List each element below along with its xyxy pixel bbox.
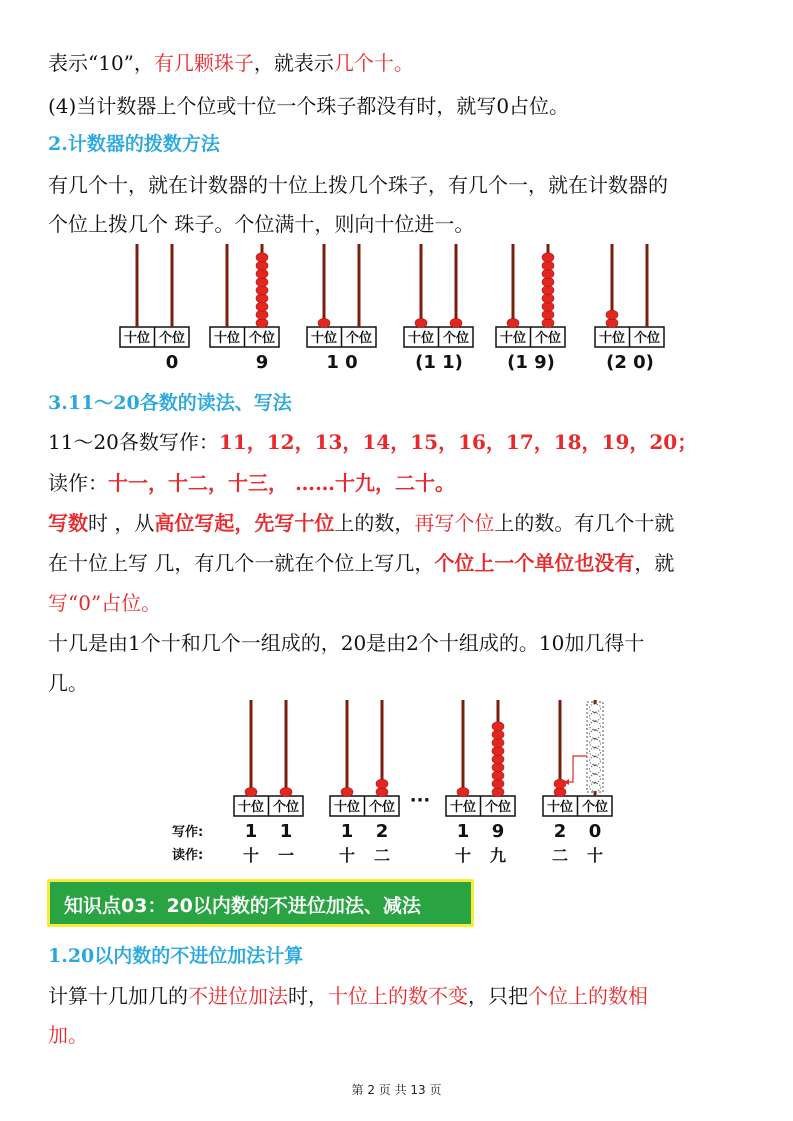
ghost-bead — [590, 766, 601, 774]
text: 表示“10”， — [48, 51, 154, 75]
abacus-bead — [606, 310, 618, 319]
ghost-bead — [590, 730, 601, 738]
carry-arrow — [565, 756, 587, 782]
ones-label: 个位 — [633, 331, 661, 346]
line-3: 有几个十，就在计数器的十位上拨几个珠子，有几个一，就在计数器的 — [48, 173, 668, 197]
highlight: 高位写起，先写十位 — [154, 511, 335, 535]
abacus-bead — [492, 746, 504, 755]
abacus-bead — [554, 787, 566, 796]
abacus-row-2 — [170, 696, 640, 866]
ellipsis: ··· — [409, 790, 431, 811]
abacus-bead — [507, 318, 519, 327]
abacus — [210, 244, 279, 347]
abacus-bead — [245, 787, 257, 796]
ones-label: 个位 — [442, 331, 470, 346]
abacus-bead — [450, 318, 462, 327]
highlight: 个位上一个单位也没有 — [434, 551, 635, 575]
abacus-bead — [492, 730, 504, 739]
abacus-bead — [542, 302, 554, 311]
abacus-bead — [606, 318, 618, 327]
abacus — [446, 700, 515, 816]
text: 时 ，从 — [88, 511, 155, 535]
abacus — [496, 244, 565, 347]
read-label: 读作: — [172, 848, 204, 863]
highlight: 再写个位 — [414, 511, 495, 535]
abacus-bead — [492, 755, 504, 764]
tens-label: 十位 — [499, 331, 527, 346]
ghost-bead — [590, 757, 601, 765]
ones-label: 个位 — [581, 800, 609, 815]
abacus — [543, 700, 612, 816]
write-digit: 1 — [340, 821, 354, 842]
heading-3: 3.11～20各数的读法、写法 — [48, 392, 292, 414]
text: 读作： — [48, 471, 108, 495]
tens-label: 十位 — [449, 800, 477, 815]
read-char: 十 — [338, 846, 356, 865]
read-char: 十 — [242, 846, 260, 865]
ghost-bead — [590, 739, 601, 747]
tens-label: 十位 — [407, 331, 435, 346]
highlight: 几个十。 — [333, 51, 414, 75]
abacus-bead — [542, 277, 554, 286]
abacus-number: (2 0) — [606, 352, 654, 373]
abacus-bead — [554, 779, 566, 788]
abacus-bead — [542, 261, 554, 270]
highlight: 个位上的数相 — [528, 984, 648, 1008]
text: ，就 — [634, 551, 675, 575]
abacus — [234, 700, 303, 816]
abacus-bead — [256, 253, 268, 262]
ones-label: 个位 — [345, 331, 373, 346]
abacus-bead — [256, 294, 268, 303]
abacus-bead — [256, 302, 268, 311]
banner-title: 知识点03：20以内数的不进位加法、减法 — [64, 895, 421, 917]
ghost-bead — [590, 783, 601, 791]
abacus-bead — [256, 286, 268, 295]
abacus-bead — [542, 310, 554, 319]
text: ，只把 — [468, 984, 528, 1008]
line-4: 个位上拨几个 珠子。个位满十，则向十位进一。 — [48, 212, 475, 236]
line-5 — [48, 427, 697, 457]
read-char: 九 — [489, 846, 507, 865]
tens-label: 十位 — [333, 800, 361, 815]
abacus-bead — [376, 787, 388, 796]
read-char: 一 — [277, 846, 295, 865]
heading-2: 2.计数器的拨数方法 — [48, 133, 220, 155]
tens-label: 十位 — [123, 331, 151, 346]
write-digit: 1 — [456, 821, 470, 842]
ghost-bead — [590, 774, 601, 782]
page-footer: 第 2 页 共 13 页 — [351, 1083, 442, 1097]
abacus-row-1 — [113, 244, 673, 374]
text: 在十位上写 几，有几个一就在个位上写几， — [48, 551, 435, 575]
abacus-bead — [542, 253, 554, 262]
abacus-bead — [256, 261, 268, 270]
text: 11～20各数写作： — [48, 430, 219, 454]
line-9: 写“0”占位。 — [48, 591, 162, 615]
abacus-number: (1 9) — [507, 352, 555, 373]
ones-label: 个位 — [158, 331, 186, 346]
abacus-bead — [542, 286, 554, 295]
write-digit: 9 — [491, 821, 505, 842]
abacus-bead — [492, 763, 504, 772]
line-13: 加。 — [48, 1023, 88, 1047]
highlight: 十一，十二，十三， ……十九，二十。 — [108, 471, 455, 495]
abacus — [307, 244, 376, 347]
abacus-bead — [542, 294, 554, 303]
abacus — [404, 244, 473, 347]
abacus-number: 1 0 — [326, 352, 358, 373]
abacus-bead — [492, 787, 504, 796]
read-char: 十 — [454, 846, 472, 865]
abacus — [330, 700, 399, 816]
abacus-bead — [256, 269, 268, 278]
ghost-bead — [590, 713, 601, 721]
read-char: 二 — [373, 846, 391, 865]
highlight: 写数 — [48, 511, 88, 535]
read-char: 十 — [586, 846, 604, 865]
write-digit: 1 — [244, 821, 258, 842]
text: 上的数， — [334, 511, 415, 535]
tens-label: 十位 — [598, 331, 626, 346]
abacus-bead — [256, 310, 268, 319]
text: 上的数。有几个十就 — [494, 511, 675, 535]
tens-label: 十位 — [310, 331, 338, 346]
line-11: 几。 — [48, 671, 88, 695]
write-digit: 1 — [279, 821, 293, 842]
highlight: 有几颗珠子 — [153, 51, 254, 75]
highlight: 十位上的数不变 — [328, 984, 468, 1008]
write-digit: 2 — [375, 821, 389, 842]
abacus-bead — [492, 722, 504, 731]
ones-label: 个位 — [248, 331, 276, 346]
abacus-bead — [376, 779, 388, 788]
abacus — [120, 244, 189, 347]
abacus-number: 9 — [255, 352, 269, 373]
line-8 — [48, 548, 674, 578]
abacus-bead — [542, 269, 554, 278]
write-label: 写作: — [172, 825, 204, 840]
line-7 — [48, 508, 674, 538]
ones-label: 个位 — [484, 800, 512, 815]
abacus-bead — [542, 318, 554, 327]
abacus-bead — [280, 787, 292, 796]
heading-4: 1.20以内数的不进位加法计算 — [48, 945, 304, 967]
line-12 — [48, 981, 648, 1011]
ones-label: 个位 — [272, 800, 300, 815]
abacus — [595, 244, 664, 347]
write-digit: 2 — [553, 821, 567, 842]
abacus-bead — [492, 779, 504, 788]
abacus-number: 0 — [165, 352, 179, 373]
abacus-bead — [492, 738, 504, 747]
ones-label: 个位 — [534, 331, 562, 346]
knowledge-banner — [47, 879, 474, 927]
line-2: (4)当计数器上个位或十位一个珠子都没有时，就写0占位。 — [48, 94, 570, 118]
text: 时， — [288, 984, 328, 1008]
abacus-number: (1 1) — [415, 352, 463, 373]
highlight: 不进位加法 — [188, 984, 288, 1008]
ghost-bead — [590, 748, 601, 756]
text: 计算十几加几的 — [48, 984, 188, 1008]
abacus-bead — [457, 787, 469, 796]
tens-label: 十位 — [237, 800, 265, 815]
ones-label: 个位 — [368, 800, 396, 815]
read-char: 二 — [551, 846, 569, 865]
abacus-bead — [341, 787, 353, 796]
tens-label: 十位 — [213, 331, 241, 346]
write-digit: 0 — [588, 821, 602, 842]
abacus-bead — [318, 318, 330, 327]
ghost-bead — [590, 722, 601, 730]
text: ，就表示 — [253, 51, 334, 75]
line-10: 十几是由1个十和几个一组成的，20是由2个十组成的。10加几得十 — [48, 631, 645, 655]
abacus-bead — [256, 277, 268, 286]
line-1 — [48, 48, 414, 78]
abacus-bead — [492, 771, 504, 780]
line-6 — [48, 468, 455, 498]
highlight: 11，12，13，14，15，16，17，18，19，20； — [218, 430, 698, 454]
abacus-bead — [415, 318, 427, 327]
ghost-bead — [590, 704, 601, 712]
tens-label: 十位 — [546, 800, 574, 815]
abacus-bead — [256, 318, 268, 327]
